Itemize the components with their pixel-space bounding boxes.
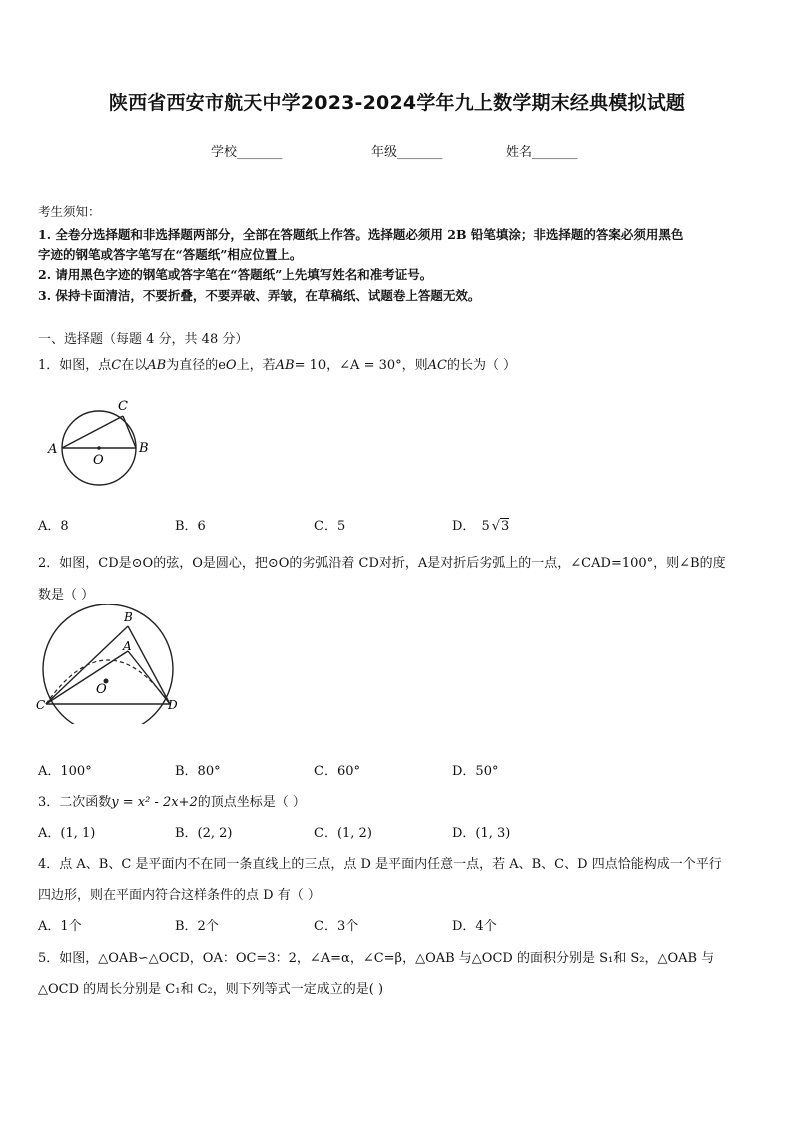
q3-option-b[interactable]: B．(2, 2) — [175, 826, 233, 841]
name-field: 姓名_______ — [506, 145, 578, 160]
q4-option-b[interactable]: B．2个 — [175, 919, 219, 934]
question-5-line-2: △OCD 的周长分别是 C₁和 C₂，则下列等式一定成立的是( ) — [38, 982, 384, 997]
q2-label-d: D — [168, 698, 178, 712]
q1-label-c: C — [118, 399, 128, 414]
sqrt-sign: √ — [491, 519, 501, 534]
q1-label-o: O — [93, 453, 104, 468]
notice-line-2: 2. 请用黑色字迹的钢笔或答字笔在“答题纸”上先填写姓名和准考证号。 — [38, 267, 433, 282]
q2-label-o: O — [96, 682, 107, 697]
q2-segment-cb — [46, 626, 128, 704]
q1-circle-figure — [40, 392, 170, 492]
question-3: 3．二次函数y = x² - 2x+2的顶点坐标是（ ） — [38, 795, 306, 810]
q3-option-c[interactable]: C．(1, 2) — [314, 826, 372, 841]
section-heading: 一、选择题（每题 4 分，共 48 分） — [38, 332, 249, 347]
question-4-line-1: 4．点 A、B、C 是平面内不在同一条直线上的三点，点 D 是平面内任意一点，若 A、B、C、D 四点恰能构成一个平行 — [38, 857, 722, 872]
page-title: 陕西省西安市航天中学2023-2024学年九上数学期末经典模拟试题 — [108, 92, 686, 114]
q2-label-c: C — [36, 698, 46, 712]
q4-option-c[interactable]: C．3个 — [314, 919, 359, 934]
q2-option-b[interactable]: B．80° — [175, 764, 221, 779]
q2-segment-bd — [128, 626, 170, 704]
q2-label-a: A — [123, 639, 132, 653]
q3-option-d[interactable]: D．(1, 3) — [452, 826, 511, 841]
q1-option-d[interactable]: D． 5 √3 — [452, 519, 510, 534]
q3-option-a[interactable]: A．(1, 1) — [38, 826, 96, 841]
q1-option-b[interactable]: B．6 — [175, 519, 206, 534]
q1-option-a[interactable]: A．8 — [38, 519, 69, 534]
notice-line-1: 1. 全卷分选择题和非选择题两部分，全部在答题纸上作答。选择题必须用 2B 铅笔填涂；非选择题的答案必须用黑色 — [38, 227, 684, 242]
grade-field: 年级_______ — [371, 145, 443, 160]
q2-option-c[interactable]: C．60° — [314, 764, 360, 779]
question-4-line-2: 四边形，则在平面内符合这样条件的点 D 有（ ） — [38, 888, 321, 903]
school-field: 学校_______ — [211, 145, 283, 160]
q1-label-b: B — [139, 441, 149, 456]
q1-center-dot — [97, 446, 101, 450]
notice-line-1b: 字迹的钢笔或答字笔写在“答题纸”相应位置上。 — [38, 247, 303, 262]
q1-option-c[interactable]: C．5 — [314, 519, 346, 534]
question-5-line-1: 5．如图，△OAB∽△OCD，OA：OC=3：2，∠A=α，∠C=β，△OAB 与△OCD 的面积分别是 S₁和 S₂，△OAB 与 — [38, 951, 715, 966]
q1-segment-ac — [62, 416, 123, 448]
q1-label-a: A — [48, 442, 58, 457]
q2-segment-ca — [46, 651, 128, 704]
question-2-line-1: 2．如图，CD是⊙O的弦，O是圆心，把⊙O的劣弧沿着 CD对折，A是对折后劣弧上的一点，∠CAD=100°，则∠B的度 — [38, 556, 726, 571]
notice-line-3: 3. 保持卡面清洁，不要折叠，不要弄破、弄皱，在草稿纸、试题卷上答题无效。 — [38, 288, 481, 303]
q4-option-a[interactable]: A．1个 — [38, 919, 82, 934]
q2-label-b: B — [124, 610, 133, 624]
notice-heading: 考生须知： — [38, 204, 101, 219]
q1-segment-cb — [123, 416, 136, 448]
q2-option-a[interactable]: A．100° — [38, 764, 92, 779]
question-2-line-2: 数是（ ） — [38, 588, 95, 603]
q2-segment-ad — [128, 651, 170, 704]
q2-circle-figure — [30, 604, 190, 724]
q4-option-d[interactable]: D．4个 — [452, 919, 497, 934]
question-1: 1．如图，点C在以AB为直径的eO上，若AB= 10，∠A = 30°，则AC的长为（ ） — [38, 358, 517, 373]
q2-option-d[interactable]: D．50° — [452, 764, 499, 779]
